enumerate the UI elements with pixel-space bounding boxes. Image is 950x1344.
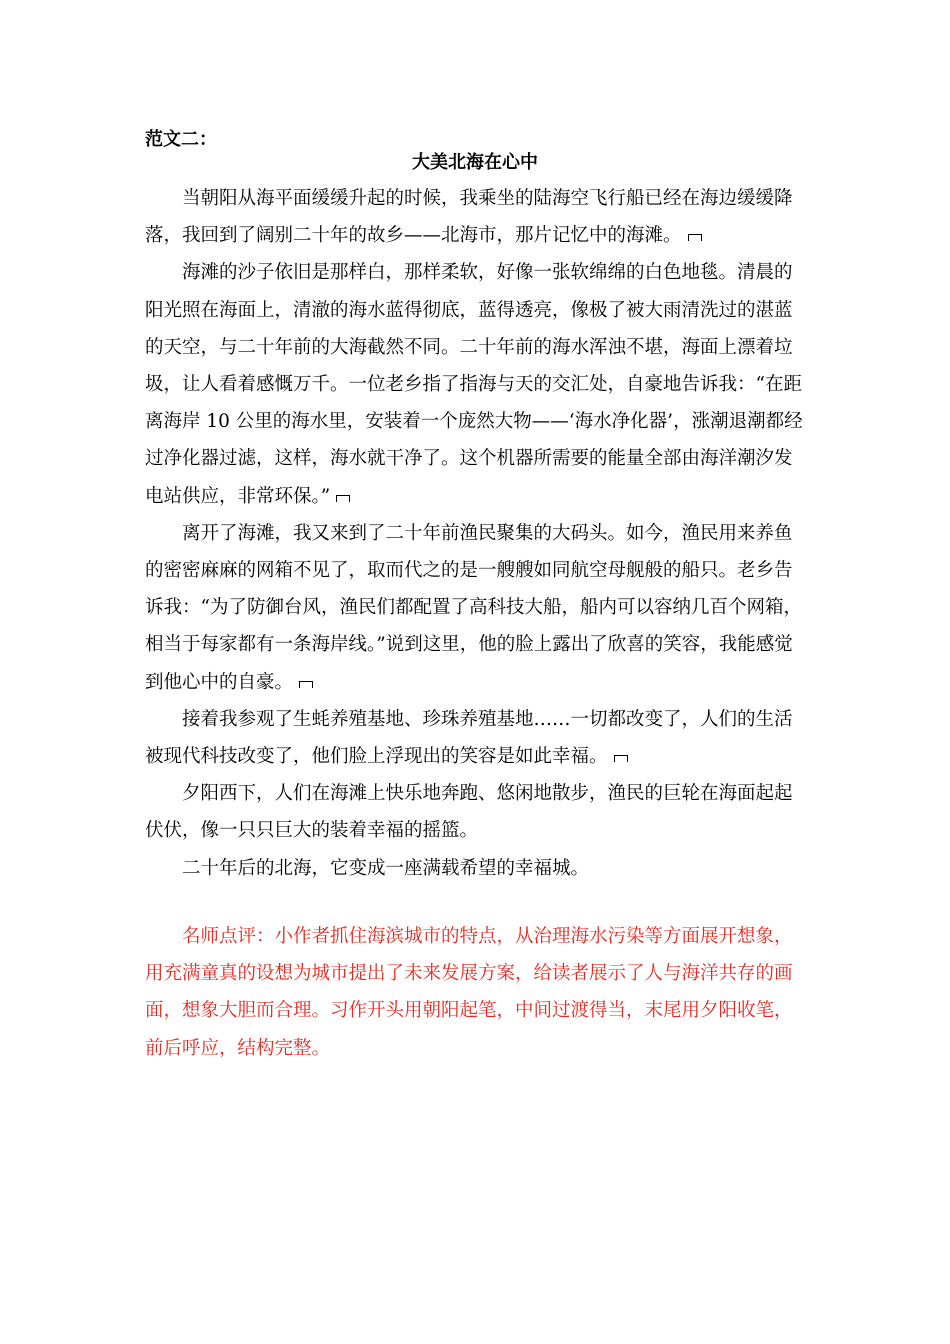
essay-title: 大美北海在心中 [412, 152, 538, 173]
essay-paragraph [145, 515, 805, 701]
paragraph-text: 离开了海滩，我又来到了二十年前渔民聚集的大码头。如今，渔民用来养鱼的密密麻麻的网箱不见了，取而代之的是一艘艘如同航空母舰般的船只。老乡告诉我：“为了防御台风，渔民们都配置了高科技大船，船内可以容纳几百个网箱，相当于每家都有一条海岸线。”说到这里，他的脸上露出了欣喜的笑容，我能感觉到他心中的自豪。 [145, 522, 802, 693]
essay-paragraph [145, 254, 805, 514]
paragraph-text: 接着我参观了生蚝养殖基地、珍珠养殖基地……一切都改变了，人们的生活被现代科技改变了，他们脸上浮现出的笑容是如此幸福。 [145, 708, 793, 768]
paragraph-mark-icon [299, 681, 313, 688]
essay-paragraph [145, 775, 805, 849]
essay-body [145, 180, 805, 887]
section-heading: 范文二： [145, 129, 217, 150]
paragraph-text: 当朝阳从海平面缓缓升起的时候，我乘坐的陆海空飞行船已经在海边缓缓降落，我回到了阔别二十年的故乡——北海市，那片记忆中的海滩。 [145, 188, 793, 247]
paragraph-text: 海滩的沙子依旧是那样白，那样柔软，好像一张软绵绵的白色地毯。清晨的阳光照在海面上，清澈的海水蓝得彻底，蓝得透亮，像极了被大雨清洗过的湛蓝的天空，与二十年前的大海截然不同。二十年前的海水浑浊不堪，海面上漂着垃圾，让人看着感慨万千。一位老乡指了指海与天的交汇处，自豪地告诉我：“在距离海岸 10 公里的海水里，安装着一个庞然大物——‘海水净化器’，涨潮退潮都经过净化器过滤，这样，海水就干净了。这个机器所需要的能量全部由海洋潮汐发电站供应，非常环保。” [145, 262, 803, 507]
paragraph-mark-icon [688, 234, 702, 241]
essay-paragraph [145, 180, 805, 254]
paragraph-mark-icon [336, 495, 350, 502]
essay-paragraph [145, 850, 805, 887]
paragraph-text: 二十年后的北海，它变成一座满载希望的幸福城。 [182, 857, 590, 879]
essay-paragraph [145, 701, 805, 775]
paragraph-text: 夕阳西下，人们在海滩上快乐地奔跑、悠闲地散步，渔民的巨轮在海面起起伏伏，像一只只巨大的装着幸福的摇篮。 [145, 783, 793, 842]
teacher-comment: 名师点评：小作者抓住海滨城市的特点，从治理海水污染等方面展开想象，用充满童真的设想为城市提出了未来发展方案，给读者展示了人与海洋共存的画面，想象大胆而合理。习作开头用朝阳起笔，中间过渡得当，末尾用夕阳收笔，前后呼应，结构完整。 [145, 926, 793, 1059]
paragraph-mark-icon [614, 755, 628, 762]
